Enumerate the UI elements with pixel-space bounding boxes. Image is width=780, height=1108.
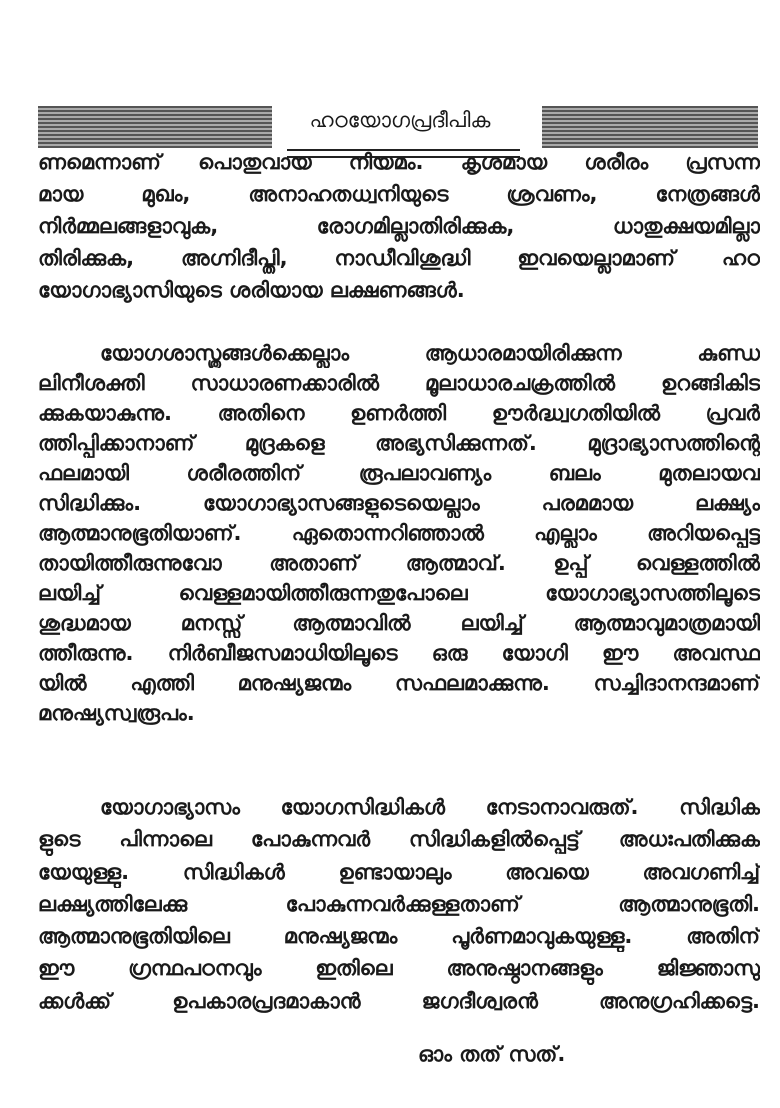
text-line: നിർമ്മലങ്ങളാവുക, രോഗമില്ലാതിരിക്കുക, ധാതുക്ഷയമില്ലാ <box>38 214 760 238</box>
text-line: ആത്മാനുഭൂതിയിലെ മനുഷ്യജന്മം പൂർണമാവുകയുള്ളു. അതിന് <box>38 924 760 949</box>
paragraph-3 <box>38 791 760 1017</box>
closing-line-wrap <box>38 1038 760 1070</box>
text-line: സിദ്ധിക്കും. യോഗാഭ്യാസങ്ങളുടെയെല്ലാം പരമമായ ലക്ഷ്യം <box>38 491 760 515</box>
text-line: ലക്ഷ്യത്തിലേക്കു പോകുന്നവർക്കുള്ളതാണ് ആത്മാനുഭൂതി. <box>38 891 760 916</box>
text-line: ളുടെ പിന്നാലെ പോകുന്നവർ സിദ്ധികളിൽപ്പെട്ട് അധഃപതിക്കുക <box>38 827 760 852</box>
text-line: ക്കൾക്ക് ഉപകാരപ്രദമാകാൻ ജഗദീശ്വരൻ അനുഗ്രഹിക്കട്ടെ. <box>38 988 760 1013</box>
text-line: തായിത്തീരുന്നുവോ അതാണ് ആത്മാവ്. ഉപ്പ് വെള്ളത്തിൽ <box>38 551 760 575</box>
text-line: ത്തീരുന്നു. നിർബീജസമാധിയിലൂടെ ഒരു യോഗി ഈ അവസ്ഥ <box>38 641 760 665</box>
text-line: ത്തിപ്പിക്കാനാണ് മുദ്രകളെ അഭ്യസിക്കുന്നത്. മുദ്രാഭ്യാസത്തിന്റെ <box>38 431 760 455</box>
closing-line: ഓം തത് സത്. <box>418 1042 566 1066</box>
text-line: യോഗാഭ്യാസിയുടെ ശരിയായ ലക്ഷണങ്ങൾ. <box>38 278 465 302</box>
text-line: യേയുള്ളു. സിദ്ധികൾ ഉണ്ടായാലും അവയെ അവഗണിച്ച് <box>38 859 760 884</box>
text-line: ശുദ്ധമായ മനസ്സ് ആത്മാവിൽ ലയിച്ച് ആത്മാവുമാത്രമായി <box>38 611 760 635</box>
text-line: യോഗശാസ്ത്രങ്ങൾക്കെല്ലാം ആധാരമായിരിക്കുന്ന കുണ്ഡ <box>100 341 760 365</box>
text-line: മനുഷ്യസ്വരൂപം. <box>38 701 195 725</box>
header-decorative-bar-left <box>38 106 272 148</box>
text-line: യോഗാഭ്യാസം യോഗസിദ്ധികൾ നേടാനാവരുത്. സിദ്ധിക <box>100 795 760 819</box>
page-header-title: ഹഠയോഗപ്രദീപിക <box>309 108 491 132</box>
paragraph-1 <box>38 146 760 306</box>
text-line: ഫലമായി ശരീരത്തിന് രൂപലാവണ്യം ബലം മുതലായവ <box>38 461 760 485</box>
text-line: ണമെന്നാണ് പൊതുവായ നിയമം. കൃശമായ ശരീരം പ്രസന്ന <box>38 150 760 174</box>
text-line: യിൽ എത്തി മനുഷ്യജന്മം സഫലമാക്കുന്നു. സച്ചിദാനന്ദമാണ് <box>38 671 760 695</box>
text-line: മായ മുഖം, അനാഹതധ്വനിയുടെ ശ്രവണം, നേത്രങ്ങൾ <box>38 182 760 206</box>
paragraph-2 <box>38 338 760 728</box>
text-line: ഈ ഗ്രന്ഥപഠനവും ഇതിലെ അനുഷ്ഠാനങ്ങളും ജിജ്ഞാസു <box>38 956 760 981</box>
text-line: തിരിക്കുക, അഗ്നിദീപ്തി, നാഡീവിശുദ്ധി ഇവയെല്ലാമാണ് ഹഠ <box>38 246 760 270</box>
header-decorative-bar-right <box>542 106 758 148</box>
text-line: ആത്മാനുഭൂതിയാണ്. ഏതൊന്നറിഞ്ഞാൽ എല്ലാം അറിയപ്പെട്ട <box>38 521 760 545</box>
text-line: ക്കുകയാകുന്നു. അതിനെ ഉണർത്തി ഊർദ്ധ്വഗതിയിൽ പ്രവർ <box>38 401 760 425</box>
text-line: ലിനീശക്തി സാധാരണക്കാരിൽ മൂലാധാരചക്രത്തിൽ ഉറങ്ങികിട <box>38 371 760 395</box>
text-line: ലയിച്ച് വെള്ളമായിത്തീരുന്നതുപോലെ യോഗാഭ്യാസത്തിലൂടെ <box>38 581 760 605</box>
